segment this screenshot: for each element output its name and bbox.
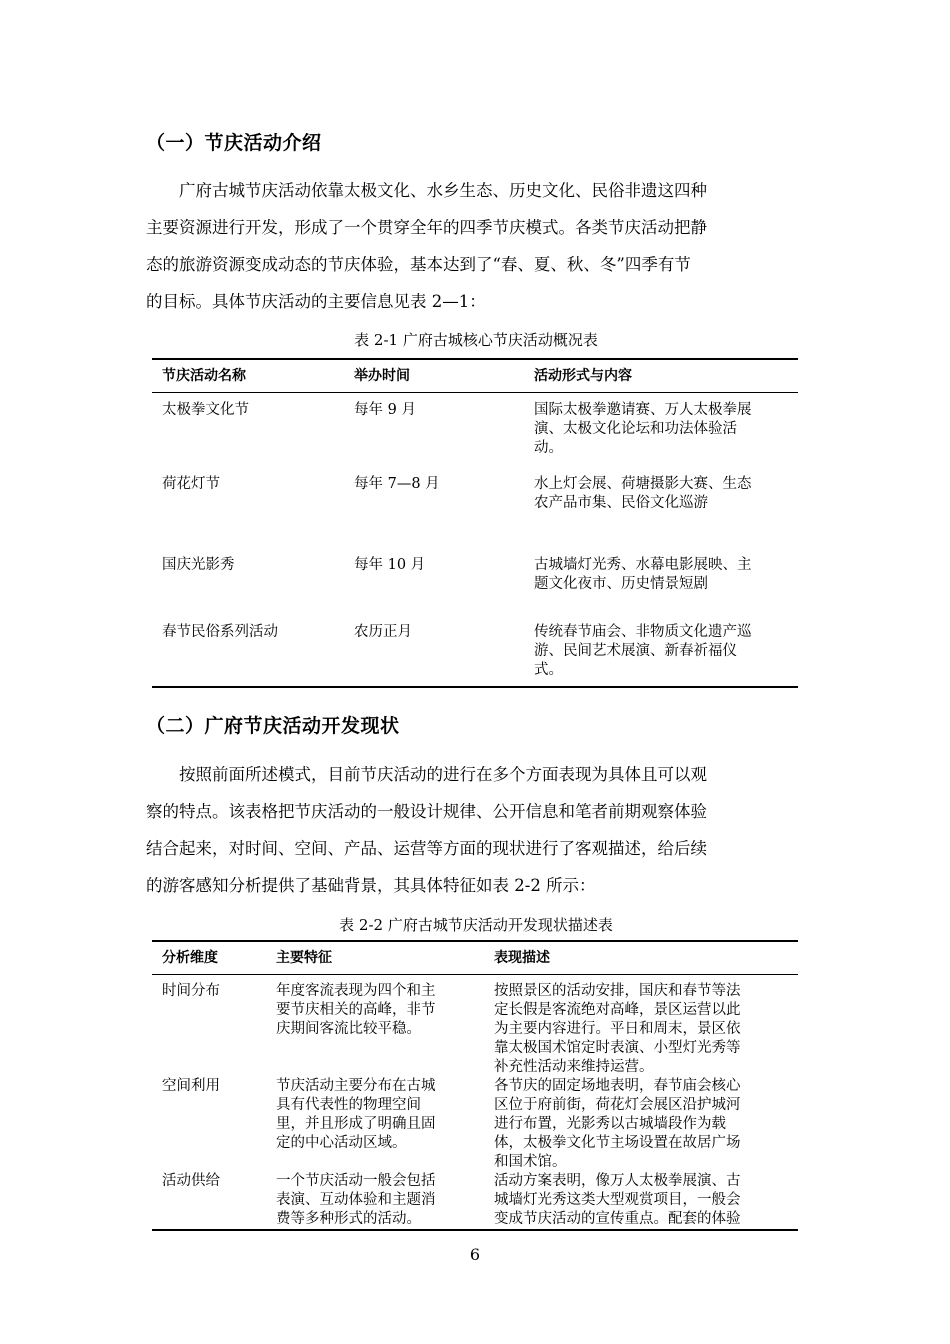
column-header: 主要特征: [266, 941, 484, 975]
cell-line: 节庆活动主要分布在古城: [276, 1078, 436, 1094]
table-caption-2-2: 表 2-2 广府古城节庆活动开发现状描述表: [339, 916, 613, 934]
cell-line: 城墙灯光秀这类大型观赏项目，一般会: [494, 1192, 741, 1208]
description-cell: [484, 1077, 798, 1172]
festival-content-cell: [524, 475, 798, 556]
description-cell: [484, 1172, 798, 1230]
cell-line: 游、民间艺术展演、新春祈福仪: [534, 642, 737, 659]
cell-line: 传统春节庙会、非物质文化遗产巡: [534, 623, 752, 640]
table-row: [152, 475, 798, 556]
dimension-cell: 空间利用: [162, 1078, 220, 1094]
cell-line: 活动方案表明，像万人太极拳展演、古: [494, 1173, 741, 1189]
section-heading-1: （一）节庆活动介绍: [146, 132, 322, 154]
paragraph-line: 按照前面所述模式，目前节庆活动的进行在多个方面表现为具体且可以观: [179, 765, 707, 784]
dimension-cell: 时间分布: [162, 983, 220, 999]
table-header-row: [152, 359, 798, 393]
paragraph-line: 的目标。具体节庆活动的主要信息见表 2—1：: [146, 292, 486, 311]
description-cell: [484, 975, 798, 1078]
cell-line: 定的中心活动区域。: [276, 1135, 407, 1151]
cell-line: 式。: [534, 661, 563, 678]
column-header: 分析维度: [152, 941, 266, 975]
feature-cell: [266, 1172, 484, 1230]
column-header: 表现描述: [484, 941, 798, 975]
festival-name-cell: 荷花灯节: [162, 475, 220, 492]
cell-line: 具有代表性的物理空间: [276, 1097, 421, 1113]
festival-content-cell: [524, 623, 798, 687]
cell-line: 演、太极文化论坛和功法体验活: [534, 421, 737, 437]
festival-time-cell: 每年 9 月: [354, 402, 416, 418]
feature-cell: [266, 1077, 484, 1172]
table-header-row: [152, 941, 798, 975]
cell-line: 一个节庆活动一般会包括: [276, 1173, 436, 1189]
festival-content-cell: [524, 556, 798, 623]
cell-line: 动。: [534, 440, 563, 456]
cell-line: 按照景区的活动安排，国庆和春节等法: [494, 983, 741, 999]
festival-time-cell: 农历正月: [344, 623, 524, 687]
cell-line: 费等多种形式的活动。: [276, 1211, 421, 1227]
paragraph-line: 结合起来，对时间、空间、产品、运营等方面的现状进行了客观描述，给后续: [146, 839, 707, 858]
table-row: [152, 623, 798, 687]
table-row: [152, 975, 798, 1078]
column-header: 活动形式与内容: [524, 359, 798, 393]
paragraph-line: 察的特点。该表格把节庆活动的一般设计规律、公开信息和笔者前期观察体验: [146, 802, 707, 821]
cell-line: 区位于府前街，荷花灯会展区沿护城河: [494, 1097, 741, 1113]
cell-line: 体，太极拳文化节主场设置在故居广场: [494, 1135, 741, 1151]
cell-line: 年度客流表现为四个和主: [276, 983, 436, 999]
cell-line: 进行布置，光影秀以古城墙段作为载: [494, 1116, 726, 1132]
table-2-2: [152, 940, 798, 1231]
cell-line: 变成节庆活动的宣传重点。配套的体验: [494, 1211, 741, 1227]
section-heading-2: （二）广府节庆活动开发现状: [146, 715, 400, 737]
paragraph-line: 广府古城节庆活动依靠太极文化、水乡生态、历史文化、民俗非遗这四种: [179, 181, 707, 200]
cell-line: 靠太极国术馆定时表演、小型灯光秀等: [494, 1040, 741, 1056]
paragraph-line: 态的旅游资源变成动态的节庆体验，基本达到了“春、夏、秋、冬”四季有节: [146, 255, 691, 274]
cell-line: 为主要内容进行。平日和周末，景区依: [494, 1021, 741, 1037]
column-header: 举办时间: [344, 359, 524, 393]
cell-line: 里，并且形成了明确且固: [276, 1116, 436, 1132]
table-caption-2-1: 表 2-1 广府古城核心节庆活动概况表: [354, 331, 598, 349]
cell-line: 各节庆的固定场地表明，春节庙会核心: [494, 1078, 741, 1094]
festival-name-cell: 国庆光影秀: [162, 556, 235, 573]
section-2-paragraph: [146, 756, 806, 904]
table-row: [152, 1077, 798, 1172]
paragraph-line: 主要资源进行开发，形成了一个贯穿全年的四季节庆模式。各类节庆活动把静: [146, 218, 707, 237]
cell-line: 古城墙灯光秀、水幕电影展映、主: [534, 556, 752, 573]
cell-line: 要节庆相关的高峰，非节: [276, 1002, 436, 1018]
cell-line: 庆期间客流比较平稳。: [276, 1021, 421, 1037]
cell-line: 国际太极拳邀请赛、万人太极拳展: [534, 402, 752, 418]
feature-cell: [266, 975, 484, 1078]
festival-name-cell: 太极拳文化节: [162, 402, 249, 418]
cell-line: 和国术馆。: [494, 1154, 567, 1170]
paragraph-line: 的游客感知分析提供了基础背景，其具体特征如表 2-2 所示：: [146, 876, 596, 895]
cell-line: 表演、互动体验和主题消: [276, 1192, 436, 1208]
dimension-cell: 活动供给: [152, 1172, 266, 1230]
page-number: 6: [469, 1245, 481, 1264]
table-row: [152, 556, 798, 623]
table-row: [152, 393, 798, 475]
column-header: 节庆活动名称: [152, 359, 344, 393]
section-1-paragraph: [146, 172, 806, 320]
cell-line: 农产品市集、民俗文化巡游: [534, 494, 708, 511]
cell-line: 题文化夜市、历史情景短剧: [534, 575, 708, 592]
cell-line: 定长假是客流绝对高峰，景区运营以此: [494, 1002, 741, 1018]
table-row: [152, 1172, 798, 1230]
cell-line: 补充性活动来维持运营。: [494, 1059, 654, 1075]
table-2-1: [152, 358, 798, 688]
festival-name-cell: 春节民俗系列活动: [152, 623, 344, 687]
festival-content-cell: [524, 393, 798, 475]
festival-time-cell: 每年 7—8 月: [354, 475, 440, 492]
festival-time-cell: 每年 10 月: [354, 556, 426, 573]
cell-line: 水上灯会展、荷塘摄影大赛、生态: [534, 475, 752, 492]
